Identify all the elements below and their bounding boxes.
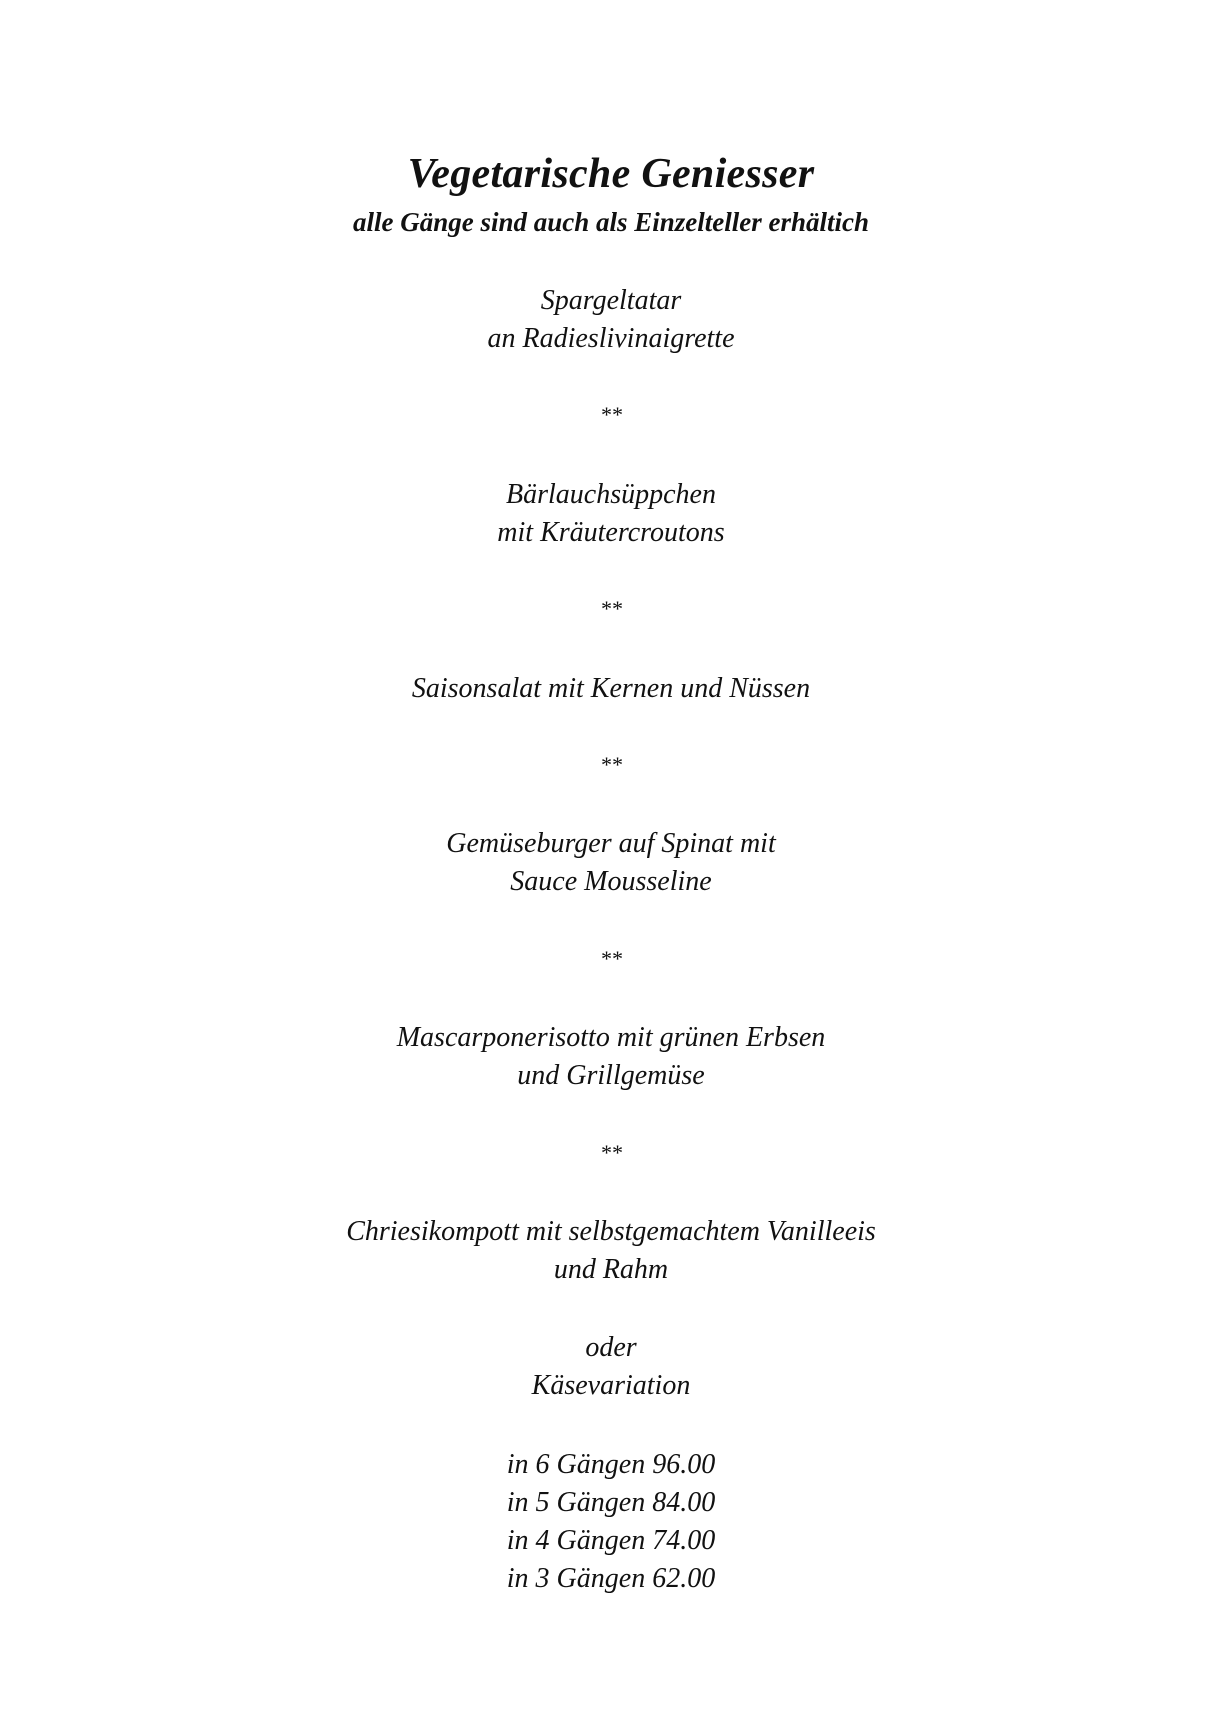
course-2-line-1: Bärlauchsüppchen bbox=[506, 479, 716, 510]
price-line: in 6 Gängen 96.00 bbox=[506, 1449, 716, 1480]
course-1-line-2: an Radieslivinaigrette bbox=[487, 323, 735, 354]
course-separator: ** bbox=[600, 596, 622, 621]
course-separator: ** bbox=[600, 1140, 622, 1165]
course-3-line-1: Saisonsalat mit Kernen und Nüssen bbox=[411, 673, 811, 704]
course-separator: ** bbox=[600, 402, 622, 427]
price-line: in 4 Gängen 74.00 bbox=[506, 1525, 716, 1556]
alternative-connector: oder bbox=[585, 1332, 637, 1363]
menu-title: Vegetarische Geniesser bbox=[407, 151, 815, 197]
price-line: in 3 Gängen 62.00 bbox=[506, 1563, 716, 1594]
course-1-line-1: Spargeltatar bbox=[540, 285, 682, 316]
course-2-line-2: mit Kräutercroutons bbox=[497, 517, 725, 548]
course-6-line-2: und Rahm bbox=[553, 1254, 669, 1285]
course-5-line-1: Mascarponerisotto mit grünen Erbsen bbox=[396, 1022, 826, 1053]
menu-subtitle: alle Gänge sind auch als Einzelteller erhältich bbox=[352, 207, 870, 237]
course-separator: ** bbox=[600, 752, 622, 777]
price-line: in 5 Gängen 84.00 bbox=[506, 1487, 716, 1518]
course-separator: ** bbox=[600, 946, 622, 971]
course-4-line-2: Sauce Mousseline bbox=[510, 866, 712, 897]
alternative-option: Käsevariation bbox=[531, 1370, 691, 1401]
course-6-line-1: Chriesikompott mit selbstgemachtem Vanilleeis bbox=[346, 1216, 876, 1247]
course-5-line-2: und Grillgemüse bbox=[517, 1060, 705, 1091]
course-4-line-1: Gemüseburger auf Spinat mit bbox=[446, 828, 776, 859]
